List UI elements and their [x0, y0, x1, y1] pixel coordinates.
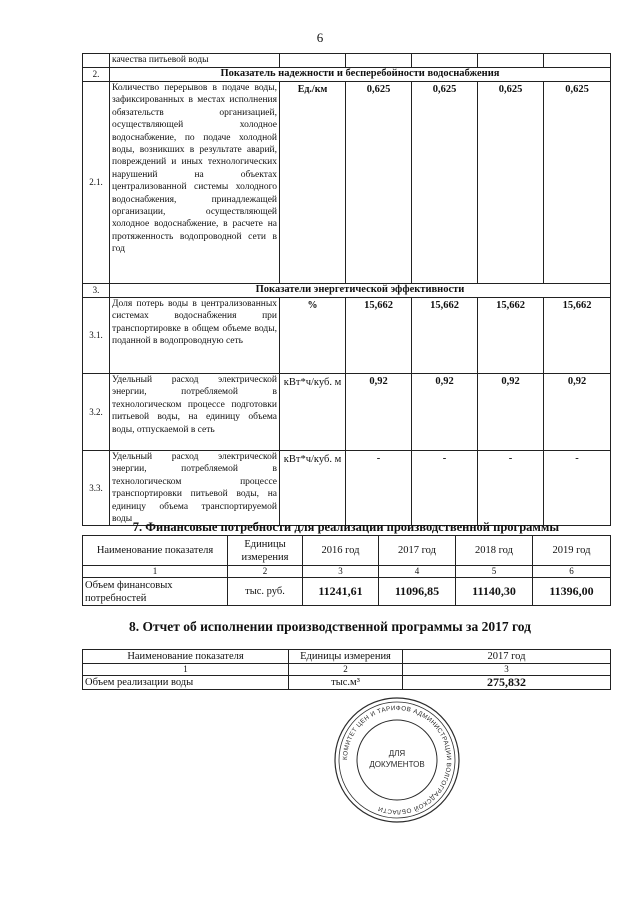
row-unit: тыс.м³ [289, 676, 403, 690]
value-cell: 0,92 [412, 374, 478, 451]
column-index: 2 [228, 566, 303, 578]
value-cell: 0,625 [478, 82, 544, 284]
row-unit: Ед./км [280, 82, 346, 284]
row-unit: кВт*ч/куб. м [280, 374, 346, 451]
table-row [83, 82, 611, 284]
table-row [83, 374, 611, 451]
table-row [83, 676, 611, 690]
value-cell: 15,662 [544, 298, 611, 374]
indicators-table [82, 53, 611, 526]
index-row [83, 566, 611, 578]
section-row [83, 284, 611, 298]
column-index: 1 [83, 566, 228, 578]
row-description: Доля потерь воды в централизованных системах водоснабжения при транспортировке в общем объеме воды, поданной в водопроводную сеть [110, 298, 280, 374]
section-title: Показатели энергетической эффективности [110, 284, 611, 298]
column-index: 3 [303, 566, 379, 578]
value-cell: - [412, 451, 478, 526]
value-cell: - [544, 451, 611, 526]
value-cell: 11241,61 [303, 578, 379, 606]
column-index: 4 [379, 566, 456, 578]
value-cell: 11396,00 [533, 578, 611, 606]
row-name: Объем реализации воды [83, 676, 289, 690]
value-cell: 11140,30 [456, 578, 533, 606]
section-number: 3. [83, 284, 110, 298]
table-row [83, 298, 611, 374]
value-cell: 15,662 [346, 298, 412, 374]
value-cell: 0,625 [412, 82, 478, 284]
column-header: Единицы измерения [289, 650, 403, 664]
column-header: Наименование показателя [83, 650, 289, 664]
value-cell: 0,92 [346, 374, 412, 451]
row-unit: тыс. руб. [228, 578, 303, 606]
value-cell: - [346, 451, 412, 526]
section-7-title: 7. Финансовые потребности для реализации производственной программы [132, 520, 560, 534]
page-number: 6 [316, 30, 324, 45]
column-header: Единицы измерения [228, 536, 303, 566]
official-stamp [332, 690, 462, 830]
table-header-row [83, 536, 611, 566]
column-index: 1 [83, 664, 289, 676]
row-unit: % [280, 298, 346, 374]
row-number: 3.1. [83, 298, 110, 374]
value-cell: 15,662 [478, 298, 544, 374]
financial-needs-table [82, 535, 611, 606]
index-row [83, 664, 611, 676]
row-unit: кВт*ч/куб. м [280, 451, 346, 526]
table-row [83, 451, 611, 526]
column-header: 2016 год [303, 536, 379, 566]
row-name: Объем финансовых потребностей [83, 578, 228, 606]
row-description: Удельный расход электрической энергии, потребляемой в технологическом процессе подготовки питьевой воды, на единицу объема воды, отпускаемой в сеть [110, 374, 280, 451]
column-header: 2018 год [456, 536, 533, 566]
value-cell: 0,625 [346, 82, 412, 284]
row-description: качества питьевой воды [110, 54, 280, 68]
value-cell: 0,92 [478, 374, 544, 451]
section-title: Показатель надежности и бесперебойности водоснабжения [110, 68, 611, 82]
section-row [83, 68, 611, 82]
row-number: 3.2. [83, 374, 110, 451]
column-header: 2017 год [403, 650, 611, 664]
table-row [83, 54, 611, 68]
column-index: 2 [289, 664, 403, 676]
stamp-ring-text: КОМИТЕТ ЦЕН И ТАРИФОВ АДМИНИСТРАЦИИ ВОЛГОГРАДСКОЙ ОБЛАСТИ [341, 704, 453, 816]
value-cell: 0,625 [544, 82, 611, 284]
column-index: 3 [403, 664, 611, 676]
execution-report-table [82, 649, 611, 690]
row-description: Удельный расход электрической энергии, потребляемой в технологическом процессе транспортировки питьевой воды, на единицу объема транспортируемой воды [110, 451, 280, 526]
section-number: 2. [83, 68, 110, 82]
value-cell: 11096,85 [379, 578, 456, 606]
column-index: 6 [533, 566, 611, 578]
column-header: 2017 год [379, 536, 456, 566]
row-number: 3.3. [83, 451, 110, 526]
table-header-row [83, 650, 611, 664]
stamp-center-text: ДЛЯ [388, 749, 406, 758]
value-cell: 15,662 [412, 298, 478, 374]
column-header: Наименование показателя [83, 536, 228, 566]
column-index: 5 [456, 566, 533, 578]
value-cell: 275,832 [403, 676, 611, 690]
table-row [83, 578, 611, 606]
row-description: Количество перерывов в подаче воды, зафиксированных в местах исполнения обязательств организацией, осуществляющей холодное водоснабжение, по подаче холодной воды, возникших в результате аварий, повреждений и иных технологических нарушений на объектах централизованной системы холодного водоснабжения, принадлежащей организации, осуществляющей холодное водоснабжение, в расчете на протяженность водопроводной сети в год [110, 82, 280, 284]
section-8-title: 8. Отчет об исполнении производственной программы за 2017 год [129, 619, 531, 634]
row-number: 2.1. [83, 82, 110, 284]
stamp-center-text: ДОКУМЕНТОВ [369, 760, 425, 769]
value-cell: - [478, 451, 544, 526]
column-header: 2019 год [533, 536, 611, 566]
value-cell: 0,92 [544, 374, 611, 451]
